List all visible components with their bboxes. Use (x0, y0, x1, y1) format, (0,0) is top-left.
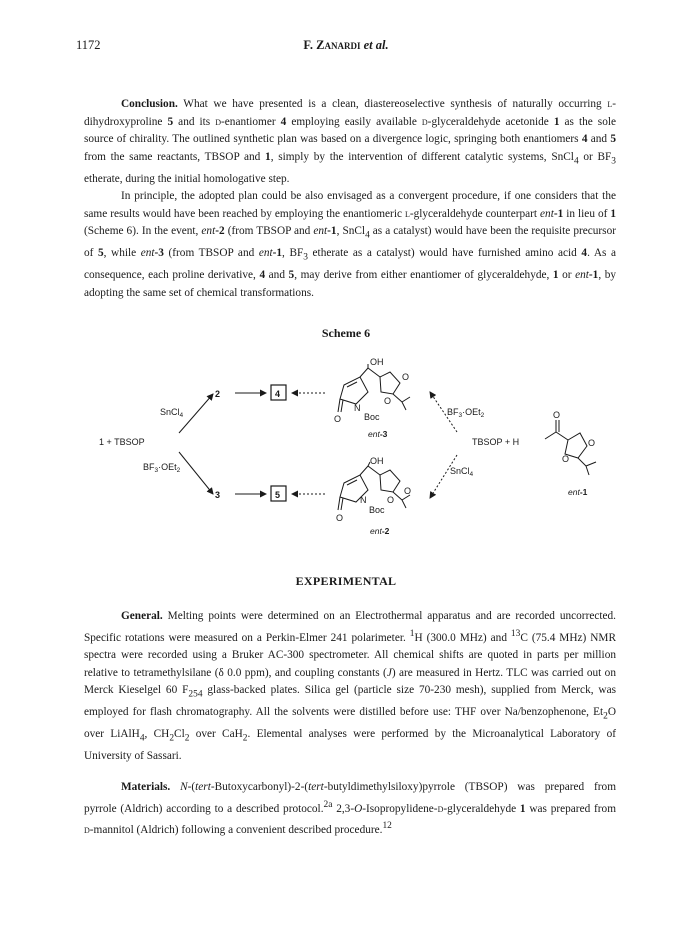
conclusion-paragraph-2: In principle, the adopted plan could be also envisaged as a convergent procedure, if one considers that the same results would have been reached by employing the enantiomeric l-glyceraldehyde counterpart ent-1 in lieu of 1 (Scheme 6). In the event, ent-2 (from TBSOP and ent-1, SnCl$_4$ as a catalyst) would have been the requisite precursor of 5, while ent-3 (from TBSOP and ent-1, $BF_3$ etherate as a catalyst) would have furnished amino acid 4. As a consequence, each proline derivative, 4 and 5, may derive from either enantiomer of glyceraldehyde, 1 or ent-1, by adopting the same set of chemical transformations. (84, 190, 617, 299)
ent-3-n-label: N (354, 403, 361, 413)
ent-3-label: ent-3 (368, 429, 388, 439)
ent-2-structure (338, 462, 410, 510)
ent-3-carbonyl-o: O (334, 414, 342, 424)
arrow-to-2 (179, 394, 213, 433)
ent-3-ring-o1: O (384, 396, 392, 406)
left-reactants-label: 1 + TBSOP (99, 437, 145, 447)
ent-2-carbonyl-o: O (336, 513, 344, 523)
general-section (84, 608, 616, 765)
materials-heading: Materials. (121, 781, 171, 793)
ent-2-boc-label: Boc (369, 505, 385, 515)
general-heading: General. (121, 610, 163, 622)
general-paragraph: General. Melting points were determined on an Electrothermal apparatus and are recorded uncorrected. Specific rotations were measured on a Perkin-Elmer 241 polarimeter. $^1$H (300.0 MHz) and $^{13}$C (75.4 MHz) NMR spectra were recorded using a Bruker AC-300 spectrometer. All chemical shifts are quoted in parts per million relative to tetramethylsilane (δ 0.0 ppm), and coupling constants (J) are measured in Hertz. TLC was carried out on Merck Kieselgel 60 $F_{254}$ glass-backed plates. Silica gel (particle size 70-230 mesh), supplied from Merck, was employed for flash chromatography. All the solvents were distilled before use: THF over Na/benzophenone, $Et_2O$ over LiAlH$_4$, $CH_2Cl_2$ over CaH$_2$. Elemental analyses were performed by the Microanalytical Laboratory of University of Sassari. (84, 610, 616, 762)
ent-3-boc-label: Boc (364, 412, 380, 422)
sncl4-right-label: SnCl$_4$ (450, 466, 474, 478)
materials-section (84, 779, 616, 839)
ent-2-label: ent-2 (370, 526, 390, 536)
step-3-label: 3 (215, 490, 221, 500)
ent-3-ring-o2: O (402, 372, 410, 382)
ent-1-ring-o2: O (588, 438, 596, 448)
dashed-arrow-to-ent2 (430, 455, 457, 498)
arrow-to-3 (179, 452, 213, 494)
experimental-heading: EXPERIMENTAL (295, 574, 397, 588)
ent-2-ring-o2: O (404, 486, 412, 496)
ent-2-oh-label: OH (370, 456, 384, 466)
ent-2-n-label: N (360, 495, 367, 505)
running-head-etal: et al. (363, 38, 389, 52)
ent-1-label: ent-1 (568, 487, 588, 497)
page-number: 1172 (76, 38, 101, 52)
bf3-left-label: $BF_3\cdot OEt_2$ (143, 462, 181, 474)
right-reactants-label: TBSOP + H (472, 437, 520, 447)
scheme-title: Scheme 6 (321, 326, 371, 340)
step-2-label: 2 (215, 389, 221, 399)
ent-1-ring-o1: O (562, 454, 570, 464)
box-5-label: 5 (275, 490, 281, 500)
running-head-author: F. Zanardi (303, 38, 361, 52)
ent-2-ring-o1: O (387, 495, 395, 505)
materials-paragraph: Materials. N-(tert-Butoxycarbonyl)-2-(tert-butyldimethylsiloxy)pyrrole (TBSOP) was prepared from pyrrole (Aldrich) according to a described protocol.$^{2a}$ 2,3-O-Isopropylidene-d-glyceraldehyde 1 was prepared from d-mannitol (Aldrich) following a convenient described procedure.$^{12}$ (84, 781, 616, 836)
ent-3-oh-label: OH (370, 357, 384, 367)
conclusion-paragraph-1: Conclusion. What we have presented is a clean, diastereoselective synthesis of naturally occurring l-dihydroxyproline 5 and its d-enantiomer 4 employing easily available d-glyceraldehyde acetonide 1 as the sole source of chirality. The outlined synthetic plan was based on a divergence logic, springing both enantiomers 4 and 5 from the same reactants, TBSOP and 1, simply by the intervention of different catalytic systems, SnCl$_4$ or $BF_3$ etherate, during the initial homologative step. (84, 98, 616, 185)
box-4-label: 4 (275, 389, 281, 399)
bf3-right-label: $BF_3\cdot OEt_2$ (447, 407, 485, 419)
conclusion-heading: Conclusion. (121, 98, 178, 110)
ent-3-structure (338, 364, 410, 412)
ent-1-aldehyde-o: O (553, 410, 561, 420)
sncl4-left-label: SnCl$_4$ (160, 407, 184, 419)
